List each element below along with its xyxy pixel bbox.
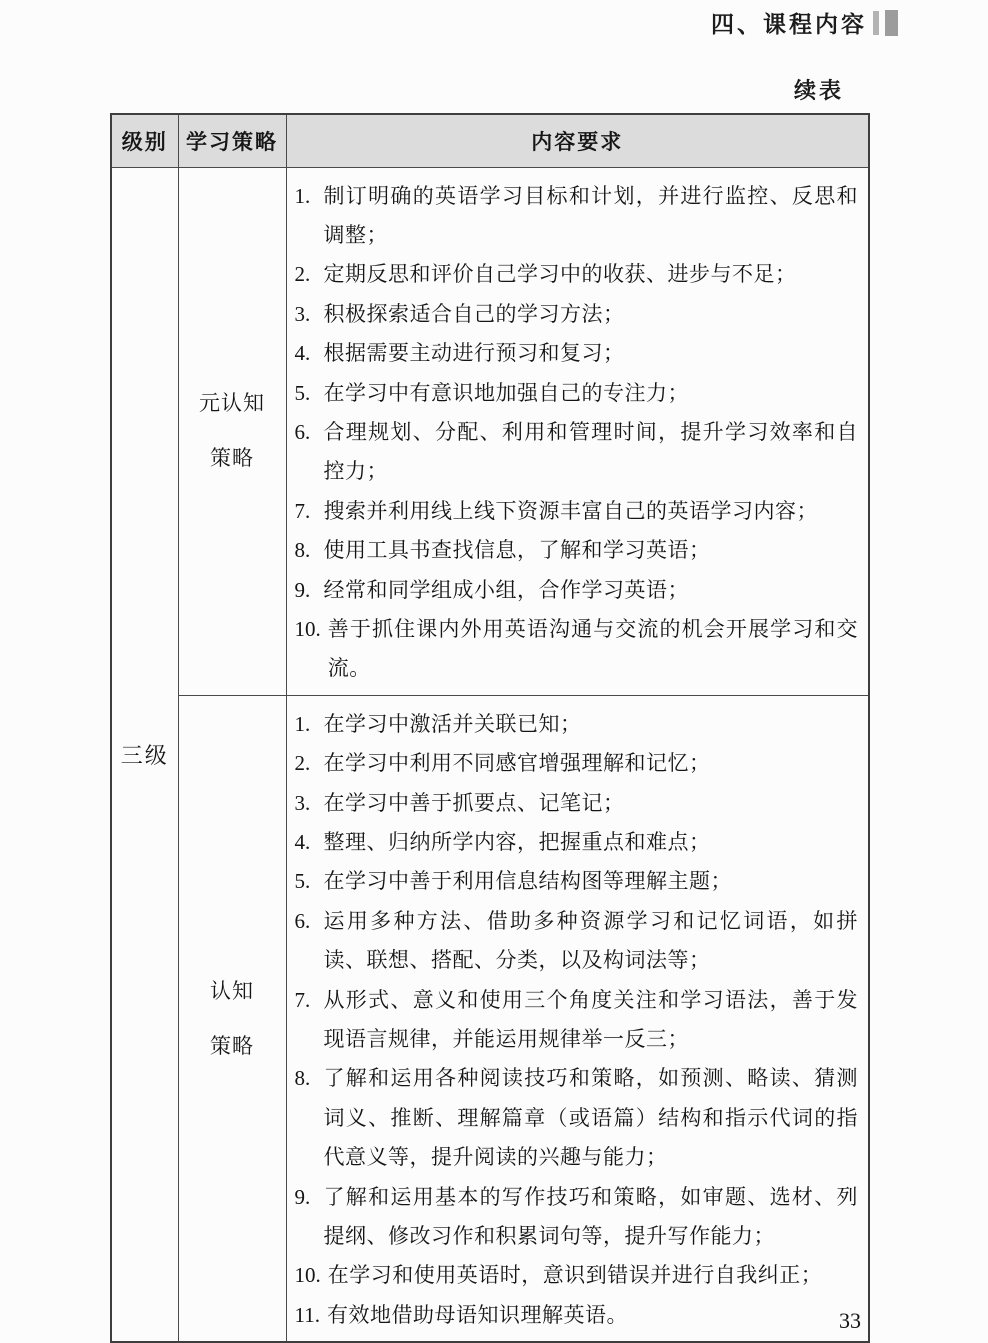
item-text: 在学习中激活并关联已知； [323, 711, 582, 736]
requirement-item [295, 334, 859, 373]
item-number: 10. [294, 1263, 321, 1288]
requirement-item [295, 492, 859, 531]
strategy-label-line: 元认知 [199, 391, 265, 416]
item-text: 了解和运用基本的写作技巧和策略，如审题、选材、列提纲、修改习作和积累词句等，提升写作能力； [323, 1184, 858, 1249]
item-text: 有效地借助母语知识理解英语。 [326, 1302, 628, 1327]
item-text: 制订明确的英语学习目标和计划，并进行监控、反思和调整； [323, 183, 858, 247]
requirement-item [295, 744, 859, 783]
requirement-item [295, 531, 859, 570]
item-number: 8. [294, 538, 311, 563]
requirement-item [295, 571, 859, 610]
item-number: 1. [294, 183, 311, 208]
item-number: 4. [294, 341, 311, 366]
requirement-item [295, 255, 859, 294]
item-number: 2. [294, 751, 311, 776]
requirement-item [295, 610, 859, 689]
item-text: 在学习中善于利用信息结构图等理解主题； [323, 869, 732, 894]
chapter-title: 四、课程内容 [711, 12, 867, 37]
item-text: 经常和同学组成小组，合作学习英语； [323, 577, 689, 602]
learning-strategy-table [110, 113, 870, 1343]
item-text: 整理、归纳所学内容，把握重点和难点； [323, 830, 711, 854]
column-header-strategy: 学习策略 [178, 114, 286, 167]
item-number: 6. [294, 419, 311, 444]
running-head [711, 6, 898, 39]
table-row-cognitive [111, 695, 869, 1342]
item-text: 善于抓住课内外用英语沟通与交流的机会开展学习和交流。 [327, 616, 858, 681]
item-text: 了解和运用各种阅读技巧和策略，如预测、略读、猜测词义、推断、理解篇章（或语篇）结构和指示代词的指代意义等，提升阅读的兴趣与能力； [323, 1066, 858, 1170]
continued-table-label: 续表 [794, 78, 845, 103]
item-number: 7. [294, 498, 311, 523]
requirement-item [295, 981, 859, 1060]
requirement-item [295, 823, 859, 862]
item-number: 5. [294, 869, 311, 894]
requirement-item [295, 902, 859, 981]
item-text: 运用多种方法、借助多种资源学习和记忆词语，如拼读、联想、搭配、分类，以及构词法等； [323, 908, 858, 973]
item-text: 搜索并利用线上线下资源丰富自己的英语学习内容； [323, 498, 818, 523]
item-number: 7. [294, 987, 311, 1012]
item-text: 使用工具书查找信息，了解和学习英语； [323, 538, 711, 563]
column-header-requirements: 内容要求 [286, 114, 869, 167]
item-number: 3. [294, 790, 311, 815]
item-number: 1. [294, 711, 311, 736]
item-text: 从形式、意义和使用三个角度关注和学习语法，善于发现语言规律，并能运用规律举一反三； [323, 987, 858, 1052]
item-number: 2. [294, 262, 311, 287]
item-text: 在学习中利用不同感官增强理解和记忆； [323, 751, 711, 776]
item-text: 积极探索适合自己的学习方法； [323, 301, 625, 326]
item-text: 合理规划、分配、利用和管理时间，提升学习效率和自控力； [323, 419, 858, 484]
requirement-item [295, 413, 859, 492]
item-number: 6. [294, 908, 311, 933]
requirement-item [295, 1296, 859, 1335]
item-number: 9. [294, 1184, 311, 1209]
decorative-bar-icon [885, 10, 898, 36]
item-number: 3. [294, 301, 311, 326]
strategy-label-line: 策略 [210, 446, 254, 471]
item-number: 10. [294, 616, 321, 641]
item-number: 11. [294, 1302, 320, 1327]
requirement-item [295, 1256, 859, 1295]
item-text: 定期反思和评价自己学习中的收获、进步与不足； [323, 262, 797, 287]
item-text: 在学习中善于抓要点、记笔记； [323, 790, 625, 815]
requirements-cell-metacognitive [286, 167, 869, 695]
item-text: 在学习中有意识地加强自己的专注力； [323, 380, 689, 405]
item-text: 根据需要主动进行预习和复习； [323, 341, 625, 366]
requirements-cell-cognitive [286, 695, 869, 1342]
item-number: 9. [294, 577, 311, 602]
item-number: 5. [294, 380, 311, 405]
requirement-item [295, 1059, 859, 1177]
requirement-item [295, 1178, 859, 1257]
strategy-label-line: 认知 [210, 978, 254, 1003]
requirement-item [295, 705, 859, 744]
requirement-item [295, 374, 859, 413]
strategy-label-line: 策略 [210, 1033, 254, 1058]
table-header-row [111, 114, 869, 167]
requirement-item [295, 177, 859, 256]
decorative-bar-icon [873, 11, 879, 35]
item-number: 4. [294, 830, 311, 854]
table-row-metacognitive [111, 167, 869, 695]
requirement-item [295, 295, 859, 334]
strategy-cell-metacognitive [178, 167, 286, 695]
column-header-level: 级别 [111, 114, 178, 167]
page-number: 33 [839, 1308, 861, 1333]
item-number: 8. [294, 1066, 311, 1091]
requirement-item [295, 862, 859, 901]
item-text: 在学习和使用英语时，意识到错误并进行自我纠正； [327, 1263, 823, 1288]
strategy-cell-cognitive [178, 695, 286, 1342]
level-cell: 三级 [111, 167, 178, 1342]
requirement-item [295, 784, 859, 823]
